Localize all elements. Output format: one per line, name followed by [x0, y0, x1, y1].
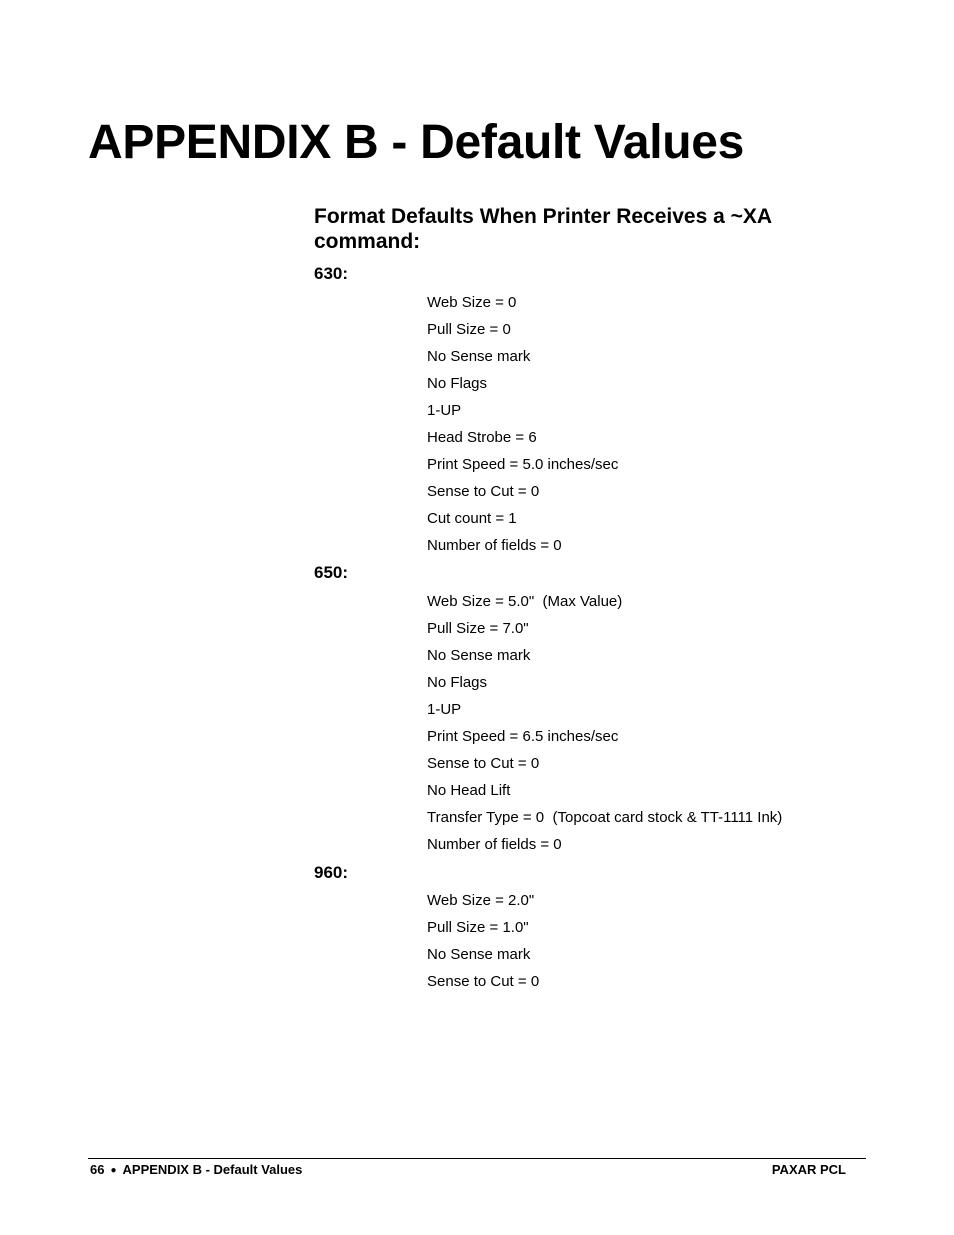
- footer-product-name: PAXAR PCL: [771, 1162, 846, 1177]
- list-item: Number of fields = 0: [427, 836, 562, 853]
- list-item: No Flags: [427, 375, 488, 392]
- page-title: APPENDIX B - Default Values: [88, 116, 745, 169]
- group-heading-630: 630:: [314, 264, 349, 283]
- list-item: Web Size = 2.0": [427, 892, 535, 909]
- list-item: Transfer Type = 0 (Topcoat card stock & TT-1111 Ink): [427, 809, 783, 826]
- list-item: No Sense mark: [427, 946, 531, 963]
- list-item: Print Speed = 6.5 inches/sec: [427, 728, 619, 745]
- list-item: Web Size = 5.0" (Max Value): [427, 593, 623, 610]
- list-item: No Head Lift: [427, 782, 511, 799]
- group-heading-960: 960:: [314, 863, 349, 882]
- list-item: Sense to Cut = 0: [427, 755, 540, 772]
- list-item: 1-UP: [427, 701, 462, 718]
- list-item: Cut count = 1: [427, 510, 517, 527]
- defaults-list-630: [427, 294, 618, 564]
- list-item: Sense to Cut = 0: [427, 973, 540, 990]
- footer-chapter-title: APPENDIX B - Default Values: [122, 1162, 303, 1177]
- defaults-list-650: [427, 593, 782, 863]
- defaults-list-960: [427, 892, 539, 1000]
- list-item: No Sense mark: [427, 647, 531, 664]
- list-item: Pull Size = 1.0": [427, 919, 529, 936]
- page-number: 66: [90, 1162, 105, 1177]
- list-item: Print Speed = 5.0 inches/sec: [427, 456, 619, 473]
- bullet-icon: ●: [110, 1165, 117, 1176]
- footer-left: [90, 1162, 302, 1179]
- list-item: Sense to Cut = 0: [427, 483, 540, 500]
- section-title: Format Defaults When Printer Receives a ~XA command:: [314, 205, 772, 253]
- footer-divider: [88, 1158, 866, 1159]
- list-item: Pull Size = 0: [427, 321, 511, 338]
- list-item: No Flags: [427, 674, 488, 691]
- list-item: Head Strobe = 6: [427, 429, 537, 446]
- list-item: Web Size = 0: [427, 294, 517, 311]
- list-item: Pull Size = 7.0": [427, 620, 529, 637]
- list-item: Number of fields = 0: [427, 537, 562, 554]
- list-item: 1-UP: [427, 402, 462, 419]
- list-item: No Sense mark: [427, 348, 531, 365]
- group-heading-650: 650:: [314, 563, 349, 582]
